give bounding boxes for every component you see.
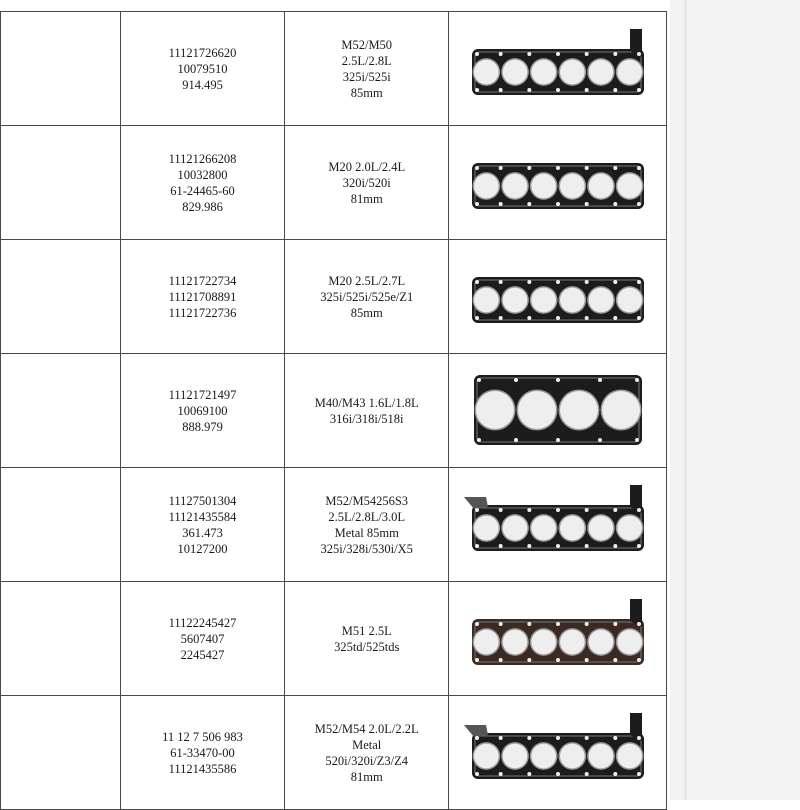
bolt-hole (637, 280, 641, 284)
part-number: 11 12 7 506 983 (162, 729, 243, 744)
bolt-hole (475, 736, 479, 740)
bolt-hole (527, 166, 531, 170)
table-row (1, 12, 667, 126)
part-number: 11121721497 (168, 387, 237, 402)
cylinder-bore (617, 174, 642, 199)
description-cell (285, 240, 449, 354)
cylinder-bore (474, 630, 499, 655)
engine-spec: M51 2.5L (341, 623, 392, 638)
bolt-hole (556, 166, 560, 170)
bolt-hole (475, 316, 479, 320)
bolt-hole (556, 622, 560, 626)
cylinder-bore (531, 630, 556, 655)
engine-spec: Metal 85mm (334, 525, 399, 540)
engine-spec: 85mm (350, 305, 383, 320)
head-gasket-image (449, 135, 666, 230)
part-number: 11122245427 (168, 615, 237, 630)
cylinder-bore (502, 516, 527, 541)
bolt-hole (556, 202, 560, 206)
bolt-hole (498, 202, 502, 206)
bolt-hole (498, 622, 502, 626)
bolt-hole (584, 658, 588, 662)
cylinder-bore (617, 630, 642, 655)
bolt-hole (498, 52, 502, 56)
bolt-hole (527, 736, 531, 740)
engine-spec: 85mm (350, 85, 383, 100)
bolt-hole (527, 88, 531, 92)
cylinder-bore (474, 516, 499, 541)
engine-spec: 2.5L/2.8L/3.0L (328, 509, 406, 524)
part-number: 914.495 (182, 77, 223, 92)
bolt-hole (527, 202, 531, 206)
part-numbers-cell (120, 354, 284, 468)
table-row (1, 468, 667, 582)
table-row (1, 696, 667, 810)
bolt-hole (527, 622, 531, 626)
part-number: 5607407 (180, 631, 225, 646)
bolt-hole (527, 544, 531, 548)
part-numbers-cell (120, 12, 284, 126)
bolt-hole (584, 280, 588, 284)
description-cell (285, 354, 449, 468)
bolt-hole (637, 622, 641, 626)
cylinder-bore (531, 174, 556, 199)
table-row (1, 240, 667, 354)
part-number: 11121435586 (168, 761, 237, 776)
part-number: 61-24465-60 (170, 183, 235, 198)
bolt-hole (584, 52, 588, 56)
bolt-hole (527, 316, 531, 320)
engine-spec: M40/M43 1.6L/1.8L (314, 395, 419, 410)
bolt-hole (477, 378, 481, 382)
bolt-hole (498, 316, 502, 320)
table-row (1, 354, 667, 468)
cylinder-bore (588, 516, 613, 541)
gasket-tab (464, 725, 488, 737)
gasket-image-cell (449, 126, 667, 240)
bolt-hole (637, 736, 641, 740)
bolt-hole (613, 166, 617, 170)
bolt-hole (637, 166, 641, 170)
gasket-table (0, 11, 667, 810)
bolt-hole (498, 508, 502, 512)
description-cell (285, 126, 449, 240)
bolt-hole (637, 508, 641, 512)
bolt-hole (556, 438, 560, 442)
bolt-hole (514, 438, 518, 442)
bolt-hole (584, 88, 588, 92)
head-gasket-image (449, 363, 666, 458)
part-number: 11121726620 (168, 45, 237, 60)
bolt-hole (598, 378, 602, 382)
bolt-hole (637, 202, 641, 206)
head-gasket-image (449, 21, 666, 116)
bolt-hole (613, 88, 617, 92)
description-cell (285, 468, 449, 582)
page-divider (684, 0, 687, 800)
cylinder-bore (588, 60, 613, 85)
part-number: 11121722736 (168, 305, 237, 320)
bolt-hole (556, 772, 560, 776)
engine-spec: M52/M54 2.0L/2.2L (314, 721, 419, 736)
engine-spec: 325i/525i/525e/Z1 (320, 289, 414, 304)
engine-spec: 81mm (350, 191, 383, 206)
bolt-hole (637, 772, 641, 776)
part-numbers-cell (120, 126, 284, 240)
bolt-hole (584, 202, 588, 206)
bolt-hole (477, 438, 481, 442)
bolt-hole (613, 52, 617, 56)
bolt-hole (613, 736, 617, 740)
cylinder-bore (502, 60, 527, 85)
cylinder-bore (560, 174, 585, 199)
page-margin (670, 0, 800, 800)
bolt-hole (475, 508, 479, 512)
engine-spec: 325i/328i/530i/X5 (320, 541, 413, 556)
description-cell (285, 582, 449, 696)
cylinder-bore (560, 744, 585, 769)
part-number: 829.986 (182, 199, 223, 214)
bolt-hole (637, 316, 641, 320)
description-cell (285, 696, 449, 810)
cylinder-bore (560, 391, 598, 429)
engine-spec: 81mm (350, 769, 383, 784)
bolt-hole (475, 166, 479, 170)
part-number: 10032800 (177, 167, 228, 182)
bolt-hole (475, 658, 479, 662)
bolt-hole (584, 544, 588, 548)
bolt-hole (475, 544, 479, 548)
bolt-hole (475, 88, 479, 92)
bolt-hole (527, 280, 531, 284)
cylinder-bore (560, 288, 585, 313)
gasket-image-cell (449, 240, 667, 354)
cylinder-bore (560, 516, 585, 541)
cylinder-bore (617, 744, 642, 769)
engine-spec: M20 2.5L/2.7L (328, 273, 406, 288)
bolt-hole (584, 622, 588, 626)
bolt-hole (635, 438, 639, 442)
cylinder-bore (560, 630, 585, 655)
cylinder-bore (617, 60, 642, 85)
bolt-hole (556, 736, 560, 740)
head-gasket-image (449, 591, 666, 686)
engine-spec: M20 2.0L/2.4L (328, 159, 406, 174)
part-number: 2245427 (180, 647, 225, 662)
bolt-hole (584, 736, 588, 740)
engine-spec: 325td/525tds (334, 639, 400, 654)
bolt-hole (556, 378, 560, 382)
head-gasket-image (449, 705, 666, 800)
bolt-hole (498, 544, 502, 548)
cylinder-bore (617, 516, 642, 541)
bolt-hole (556, 52, 560, 56)
cylinder-bore (560, 60, 585, 85)
cylinder-bore (588, 630, 613, 655)
part-number: 11121435584 (168, 509, 237, 524)
bolt-hole (584, 508, 588, 512)
bolt-hole (584, 316, 588, 320)
bolt-hole (556, 280, 560, 284)
part-numbers-cell (120, 696, 284, 810)
description-cell (285, 12, 449, 126)
bolt-hole (637, 88, 641, 92)
cylinder-bore (531, 288, 556, 313)
bolt-hole (613, 202, 617, 206)
engine-spec: M52/M50 (341, 37, 393, 52)
bolt-hole (498, 772, 502, 776)
cylinder-bore (474, 744, 499, 769)
bolt-hole (637, 52, 641, 56)
part-number: 11121266208 (168, 151, 237, 166)
bolt-hole (527, 52, 531, 56)
bolt-hole (613, 508, 617, 512)
cylinder-bore (474, 288, 499, 313)
cylinder-bore (617, 288, 642, 313)
gasket-image-cell (449, 696, 667, 810)
bolt-hole (635, 378, 639, 382)
bolt-hole (613, 622, 617, 626)
engine-spec: 320i/520i (342, 175, 391, 190)
part-number: 11127501304 (168, 493, 237, 508)
cylinder-bore (588, 174, 613, 199)
cylinder-bore (502, 630, 527, 655)
bolt-hole (498, 280, 502, 284)
cylinder-bore (474, 60, 499, 85)
bolt-hole (475, 202, 479, 206)
table-row (1, 582, 667, 696)
cylinder-bore (588, 744, 613, 769)
part-number: 10127200 (177, 541, 228, 556)
bolt-hole (527, 658, 531, 662)
part-number: 361.473 (182, 525, 223, 540)
gasket-tab (464, 497, 488, 509)
bolt-hole (556, 544, 560, 548)
gasket-image-cell (449, 354, 667, 468)
cylinder-bore (502, 174, 527, 199)
bolt-hole (637, 544, 641, 548)
bolt-hole (498, 736, 502, 740)
bolt-hole (514, 378, 518, 382)
bolt-hole (475, 52, 479, 56)
bolt-hole (613, 280, 617, 284)
part-number: 11121708891 (168, 289, 237, 304)
gasket-image-cell (449, 582, 667, 696)
bolt-hole (613, 772, 617, 776)
part-number: 10079510 (177, 61, 228, 76)
part-numbers-cell (120, 240, 284, 354)
part-number: 10069100 (177, 403, 228, 418)
cylinder-bore (531, 516, 556, 541)
head-gasket-image (449, 477, 666, 572)
bolt-hole (613, 658, 617, 662)
gasket-image-cell (449, 468, 667, 582)
bolt-hole (613, 544, 617, 548)
bolt-hole (584, 772, 588, 776)
cylinder-bore (476, 391, 514, 429)
engine-spec: 2.5L/2.8L (341, 53, 392, 68)
cylinder-bore (518, 391, 556, 429)
engine-spec: 316i/318i/518i (329, 411, 404, 426)
engine-spec: M52/M54256S3 (325, 493, 409, 508)
engine-spec: 520i/320i/Z3/Z4 (325, 753, 409, 768)
part-numbers-cell (120, 468, 284, 582)
part-number: 888.979 (182, 419, 223, 434)
bolt-hole (475, 622, 479, 626)
cylinder-bore (531, 60, 556, 85)
cylinder-bore (474, 174, 499, 199)
cylinder-bore (502, 744, 527, 769)
bolt-hole (584, 166, 588, 170)
bolt-hole (598, 438, 602, 442)
bolt-hole (556, 658, 560, 662)
cylinder-bore (602, 391, 640, 429)
head-gasket-image (449, 249, 666, 344)
engine-spec: Metal (352, 737, 382, 752)
bolt-hole (556, 88, 560, 92)
bolt-hole (637, 658, 641, 662)
bolt-hole (498, 166, 502, 170)
bolt-hole (527, 772, 531, 776)
bolt-hole (498, 658, 502, 662)
table-row (1, 126, 667, 240)
bolt-hole (498, 88, 502, 92)
part-number: 11121722734 (168, 273, 237, 288)
engine-spec: 325i/525i (342, 69, 391, 84)
cylinder-bore (531, 744, 556, 769)
gasket-image-cell (449, 12, 667, 126)
part-numbers-cell (120, 582, 284, 696)
bolt-hole (475, 280, 479, 284)
cylinder-bore (588, 288, 613, 313)
part-number: 61-33470-00 (170, 745, 235, 760)
cylinder-bore (502, 288, 527, 313)
bolt-hole (613, 316, 617, 320)
bolt-hole (556, 508, 560, 512)
bolt-hole (556, 316, 560, 320)
bolt-hole (527, 508, 531, 512)
bolt-hole (475, 772, 479, 776)
